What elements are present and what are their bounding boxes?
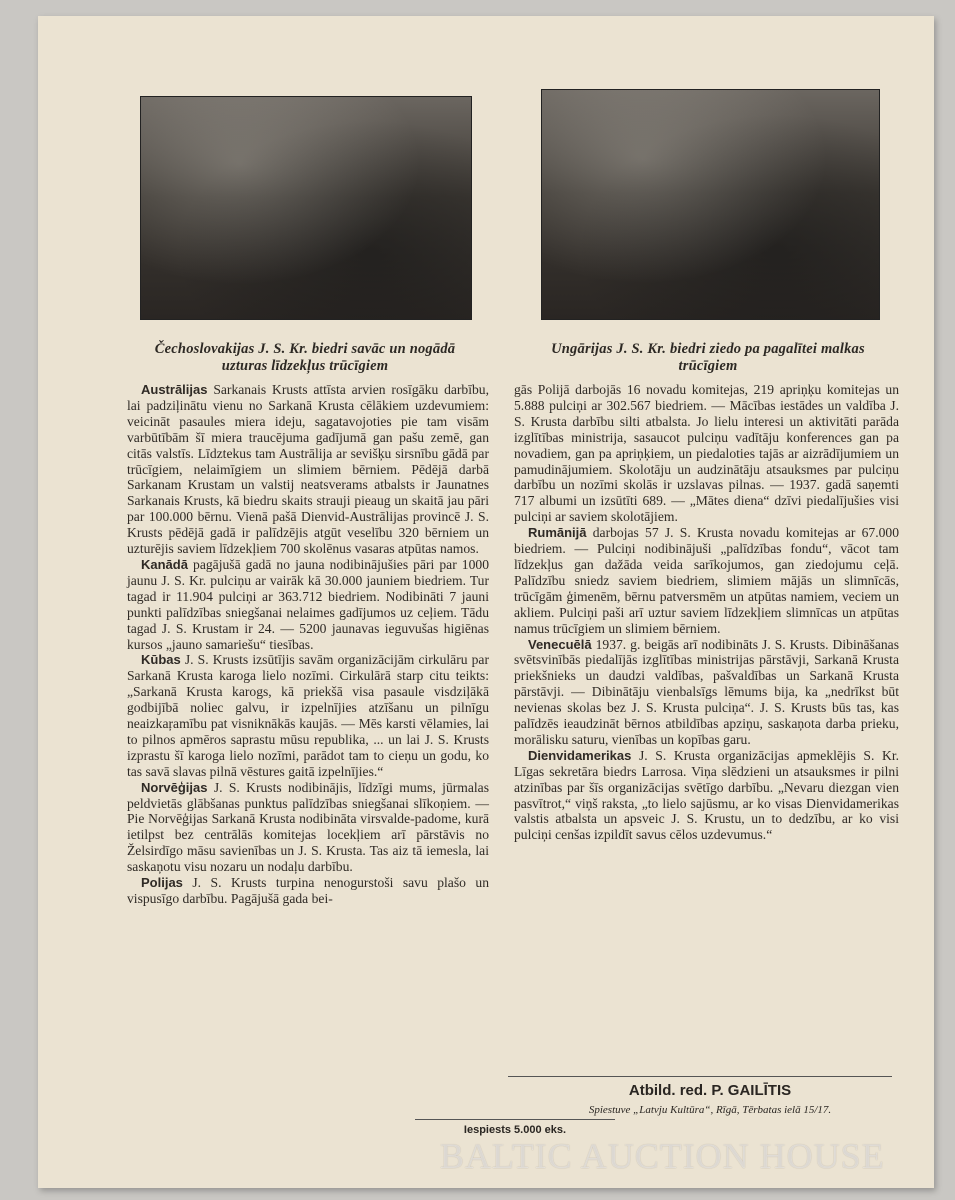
right-column	[514, 382, 899, 843]
editor-line: Atbild. red. P. GAILĪTIS	[628, 1082, 792, 1099]
paragraph: Kanādā pagājušā gadā no jauna nodibinājušies pāri par 1000 jaunu J. S. Kr. pulciņu ar vairāk kā 30.000 jauniem biedriem. Tur tagad ir 11.904 pulciņi ar 363.712 biedriem. Nodibināti 7 jauni punkti palīdzības sniegšanai nelaimes gadījumos uz ceļiem. Tādu tagad J. S. Krustam ir 24. — 5200 jaunavas ieguvušas higiēnas kursos „jauno samariešu“ tiesības.	[127, 556, 489, 652]
printer-line: Spiestuve „Latvju Kultūra“, Rīgā, Tērbatas ielā 15/17.	[588, 1104, 832, 1116]
paragraph-heading: Rumānijā	[528, 525, 587, 541]
paragraph: Polijas J. S. Krusts turpina nenogurstoši savu plašo un vispusīgo darbību. Pagājušā gada bei-	[127, 875, 489, 906]
footer-rule	[508, 1076, 892, 1077]
paragraph-heading: Kūbas	[141, 652, 181, 668]
paragraph-heading: Norvēģijas	[141, 779, 208, 795]
paragraph: Kūbas J. S. Krusts izsūtījis savām organizācijām cirkulāru par Sarkanā Krusta karoga lielo nozīmi. Cirkulārā starp citu teikts: „Sarkanā Krusta karogs, kā priekšā visa pasaule visdziļākā godbijībā noliec galvu, ir izpelnījies atzīšanu un pilnīgu neaizkaŗamību pat visniknākās kaujās. — Mēs karsti vēlamies, lai to pilnos apmēros saprastu mūsu republika, ... un lai J. S. Krusts izprastu šī karoga lielo nozīmi, parādot tam to cieņu un godu, ko tas savā slavas pilnā vēstures gaitā izpelnījies.“	[127, 652, 489, 779]
paragraph-heading: Kanādā	[141, 556, 188, 572]
caption-left: Čechoslovakijas J. S. Kr. biedri savāc un nogādā uzturas līdzekļus trūcīgiem	[154, 341, 456, 374]
paragraph: Rumānijā darbojas 57 J. S. Krusta novadu komitejas ar 67.000 biedriem. — Pulciņi nodibinājuši „palīdzības fondu“, vācot tam līdzekļus gan dažāda veida sarīkojumos, gan ziedojumu ceļā. Palīdzību sniedz saviem biedriem, slimiem mājās un slimnīcās, trūcīgām ģimenēm, bērnu patversmēm un atpūtas namiem, veciem un akliem. Pulciņi paši arī uztur saviem līdzekļiem slimnīcas un atpūtas namus trūcīgiem un slimiem bērniem.	[514, 525, 899, 636]
caption-right: Ungārijas J. S. Kr. biedri ziedo pa pagalītei malkas trūcīgiem	[551, 341, 865, 374]
paragraph-heading: Austrālijas	[141, 382, 208, 397]
paragraph-heading: Venecuēlā	[528, 636, 592, 652]
paragraph-heading: Polijas	[141, 875, 183, 891]
photo-czechoslovakia	[140, 96, 472, 320]
paragraph: gās Polijā darbojās 16 novadu komitejas, 219 apriņķu komitejas un 5.888 pulciņi ar 302.567 biedriem. — Mācības iestādes un valdība J. S. Krusta darbību silti atbalsta. Jo lielu interesi un aktivitāti parāda izglītības ministrija, sasaucot pulciņu vadītāju konferences gan pa novadiem, gan pa apriņķiem, un piedaloties tajās ar aizrādījumiem un pamudinājumiem. Skolotāju un audzinātāju atsauksmes par pulciņu darbību un nozīmi skolās ir uzslavas pilnas. — 1937. gadā saņemti 717 albumi un izsūtīti 689. — „Mātes diena“ dzīvi piedalījušies visi pulciņi ar saviem skolotājiem.	[514, 382, 899, 525]
photo-hungary	[541, 89, 880, 320]
copies-line: Iespiests 5.000 eks.	[463, 1124, 567, 1136]
copies-rule	[415, 1119, 615, 1120]
paragraph: Dienvidamerikas J. S. Krusta organizācijas apmeklējis S. Kr. Līgas sekretāra biedrs Larrosa. Viņa slēdzieni un atsauksmes ir pilni atzinības par šīs organizācijas svētīgo darbību. „Nevaru diezgan vien pasvītrot,“ viņš raksta, „to lielo sajūsmu, ar ko visas Dienvidamerikas valstis atbalsta un apsveic J. S. Krustu, un to dedzību, ar ko visi pulciņi cenšas izpildīt savus cēlos uzdevumus.“	[514, 747, 899, 843]
paragraph: Venecuēlā 1937. g. beigās arī nodibināts J. S. Krusts. Dibināšanas svētsvinībās piedalījās izglītības ministrijas pārstāvji, Sarkanā Krusta priekšnieks un daudzi valdības, pašvaldības un Sarkanā Krusta pārstāvji. — Dibinātāju vienbalsīgs lēmums bija, ka „nedrīkst būt nevienas skolas bez J. S. Krusta pulciņa“. J. S. Krusts būs tas, kas palīdzēs ieaudzināt bērnos atbildības apziņu, saskaņota darba prieku, morālisku saturu, vienības un kopības garu.	[514, 636, 899, 747]
paragraph: Austrālijas Sarkanais Krusts attīsta arvien rosīgāku darbību, lai padziļinātu vienu no Sarkanā Krusta cēlākiem uzdevumiem: veicināt pasaules miera ideju, sagatavojoties pie tam visām varbūtībām šī miera traucējuma gadījumā gan pašu zemē, gan citās valstīs. Līdztekus tam Austrālija ar sevišķu sirsnību gādā par trūcīgiem, nelaimīgiem un slimiem bērniem. Pēdējā darbā Sarkanam Krustam un valstij neatsverams atbalsts ir Jaunatnes Sarkanais Krusts, kā biedru skaits strauji pieaug un skaitā jau pāri par 100.000 bērnu. Vienā pašā Dienvid-Austrālijas provincē J. S. Krusts pēdējā gadā ir palīdzējis atgūt veselību 320 bērniem un uzturējis saviem līdzekļiem 700 skolēnus vasaras atpūtas namos.	[127, 382, 489, 557]
paragraph: Norvēģijas J. S. Krusts nodibinājis, līdzīgi mums, jūrmalas peldvietās glābšanas punktus palīdzības sniegšanai slīkoņiem. — Pie Norvēģijas Sarkanā Krusta nodibināta virsvalde-padome, kurā ietilpst bez centrālās komitejas locekļiem arī pārstāvis no Želsirdīgo māsu savienības un J. S. Krusta. Tas aiz tā iemesla, lai saskaņotu visu nozaru un nodaļu darbību.	[127, 779, 489, 875]
paragraph-heading: Dienvidamerikas	[528, 747, 632, 763]
left-column	[127, 382, 489, 907]
watermark: BALTIC AUCTION HOUSE	[440, 1136, 885, 1176]
